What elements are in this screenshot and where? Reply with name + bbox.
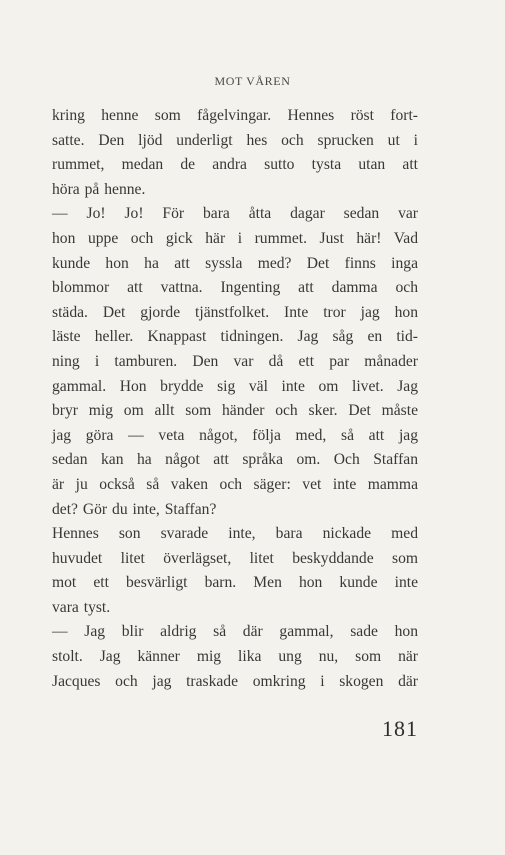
text-line: sedan kan ha något att språka om. Och Staffan — [52, 451, 418, 469]
text-line: jag göra — veta något, följa med, så att jag — [52, 426, 418, 444]
text-line: kring henne som fågelvingar. Hennes röst fort- — [52, 107, 418, 124]
text-line: hon uppe och gick här i rummet. Just här! Vad — [52, 229, 418, 247]
body-text — [52, 104, 418, 694]
text-line: — Jag blir aldrig så där gammal, sade hon — [52, 623, 418, 641]
text-line: huvudet litet överlägset, litet beskyddande som — [52, 549, 418, 567]
text-line: stolt. Jag känner mig lika ung nu, som när — [52, 648, 418, 666]
text-line: gammal. Hon brydde sig väl inte om livet. Jag — [52, 377, 418, 395]
text-line: Hennes son svarade inte, bara nickade med — [52, 525, 418, 543]
text-line: Jacques och jag traskade omkring i skogen där — [52, 672, 418, 690]
text-line: läste heller. Knappast tidningen. Jag såg en tid- — [52, 328, 418, 346]
running-header: MOT VÅREN — [214, 74, 291, 88]
text-line: höra på henne. — [52, 180, 146, 198]
text-line: är ju också så vaken och säger: vet inte mamma — [52, 475, 418, 493]
text-line: ning i tamburen. Den var då ett par månader — [52, 352, 418, 370]
text-line: kunde hon ha att syssla med? Det finns inga — [52, 254, 418, 272]
text-line: vara tyst. — [52, 598, 111, 616]
text-line: rummet, medan de andra sutto tysta utan att — [52, 156, 418, 174]
text-line: blommor att vattna. Ingenting att damma och — [52, 279, 418, 297]
text-line: — Jo! Jo! För bara åtta dagar sedan var — [52, 205, 418, 223]
text-line: det? Gör du inte, Staffan? — [52, 500, 217, 518]
text-line: satte. Den ljöd underligt hes och sprucken ut i — [52, 131, 418, 149]
text-line: städa. Det gjorde tjänstfolket. Inte tror jag hon — [52, 303, 418, 321]
page-number: 181 — [382, 716, 418, 741]
text-line: mot ett besvärligt barn. Men hon kunde inte — [52, 574, 418, 592]
text-line: bryr mig om allt som händer och sker. Det måste — [52, 402, 418, 420]
